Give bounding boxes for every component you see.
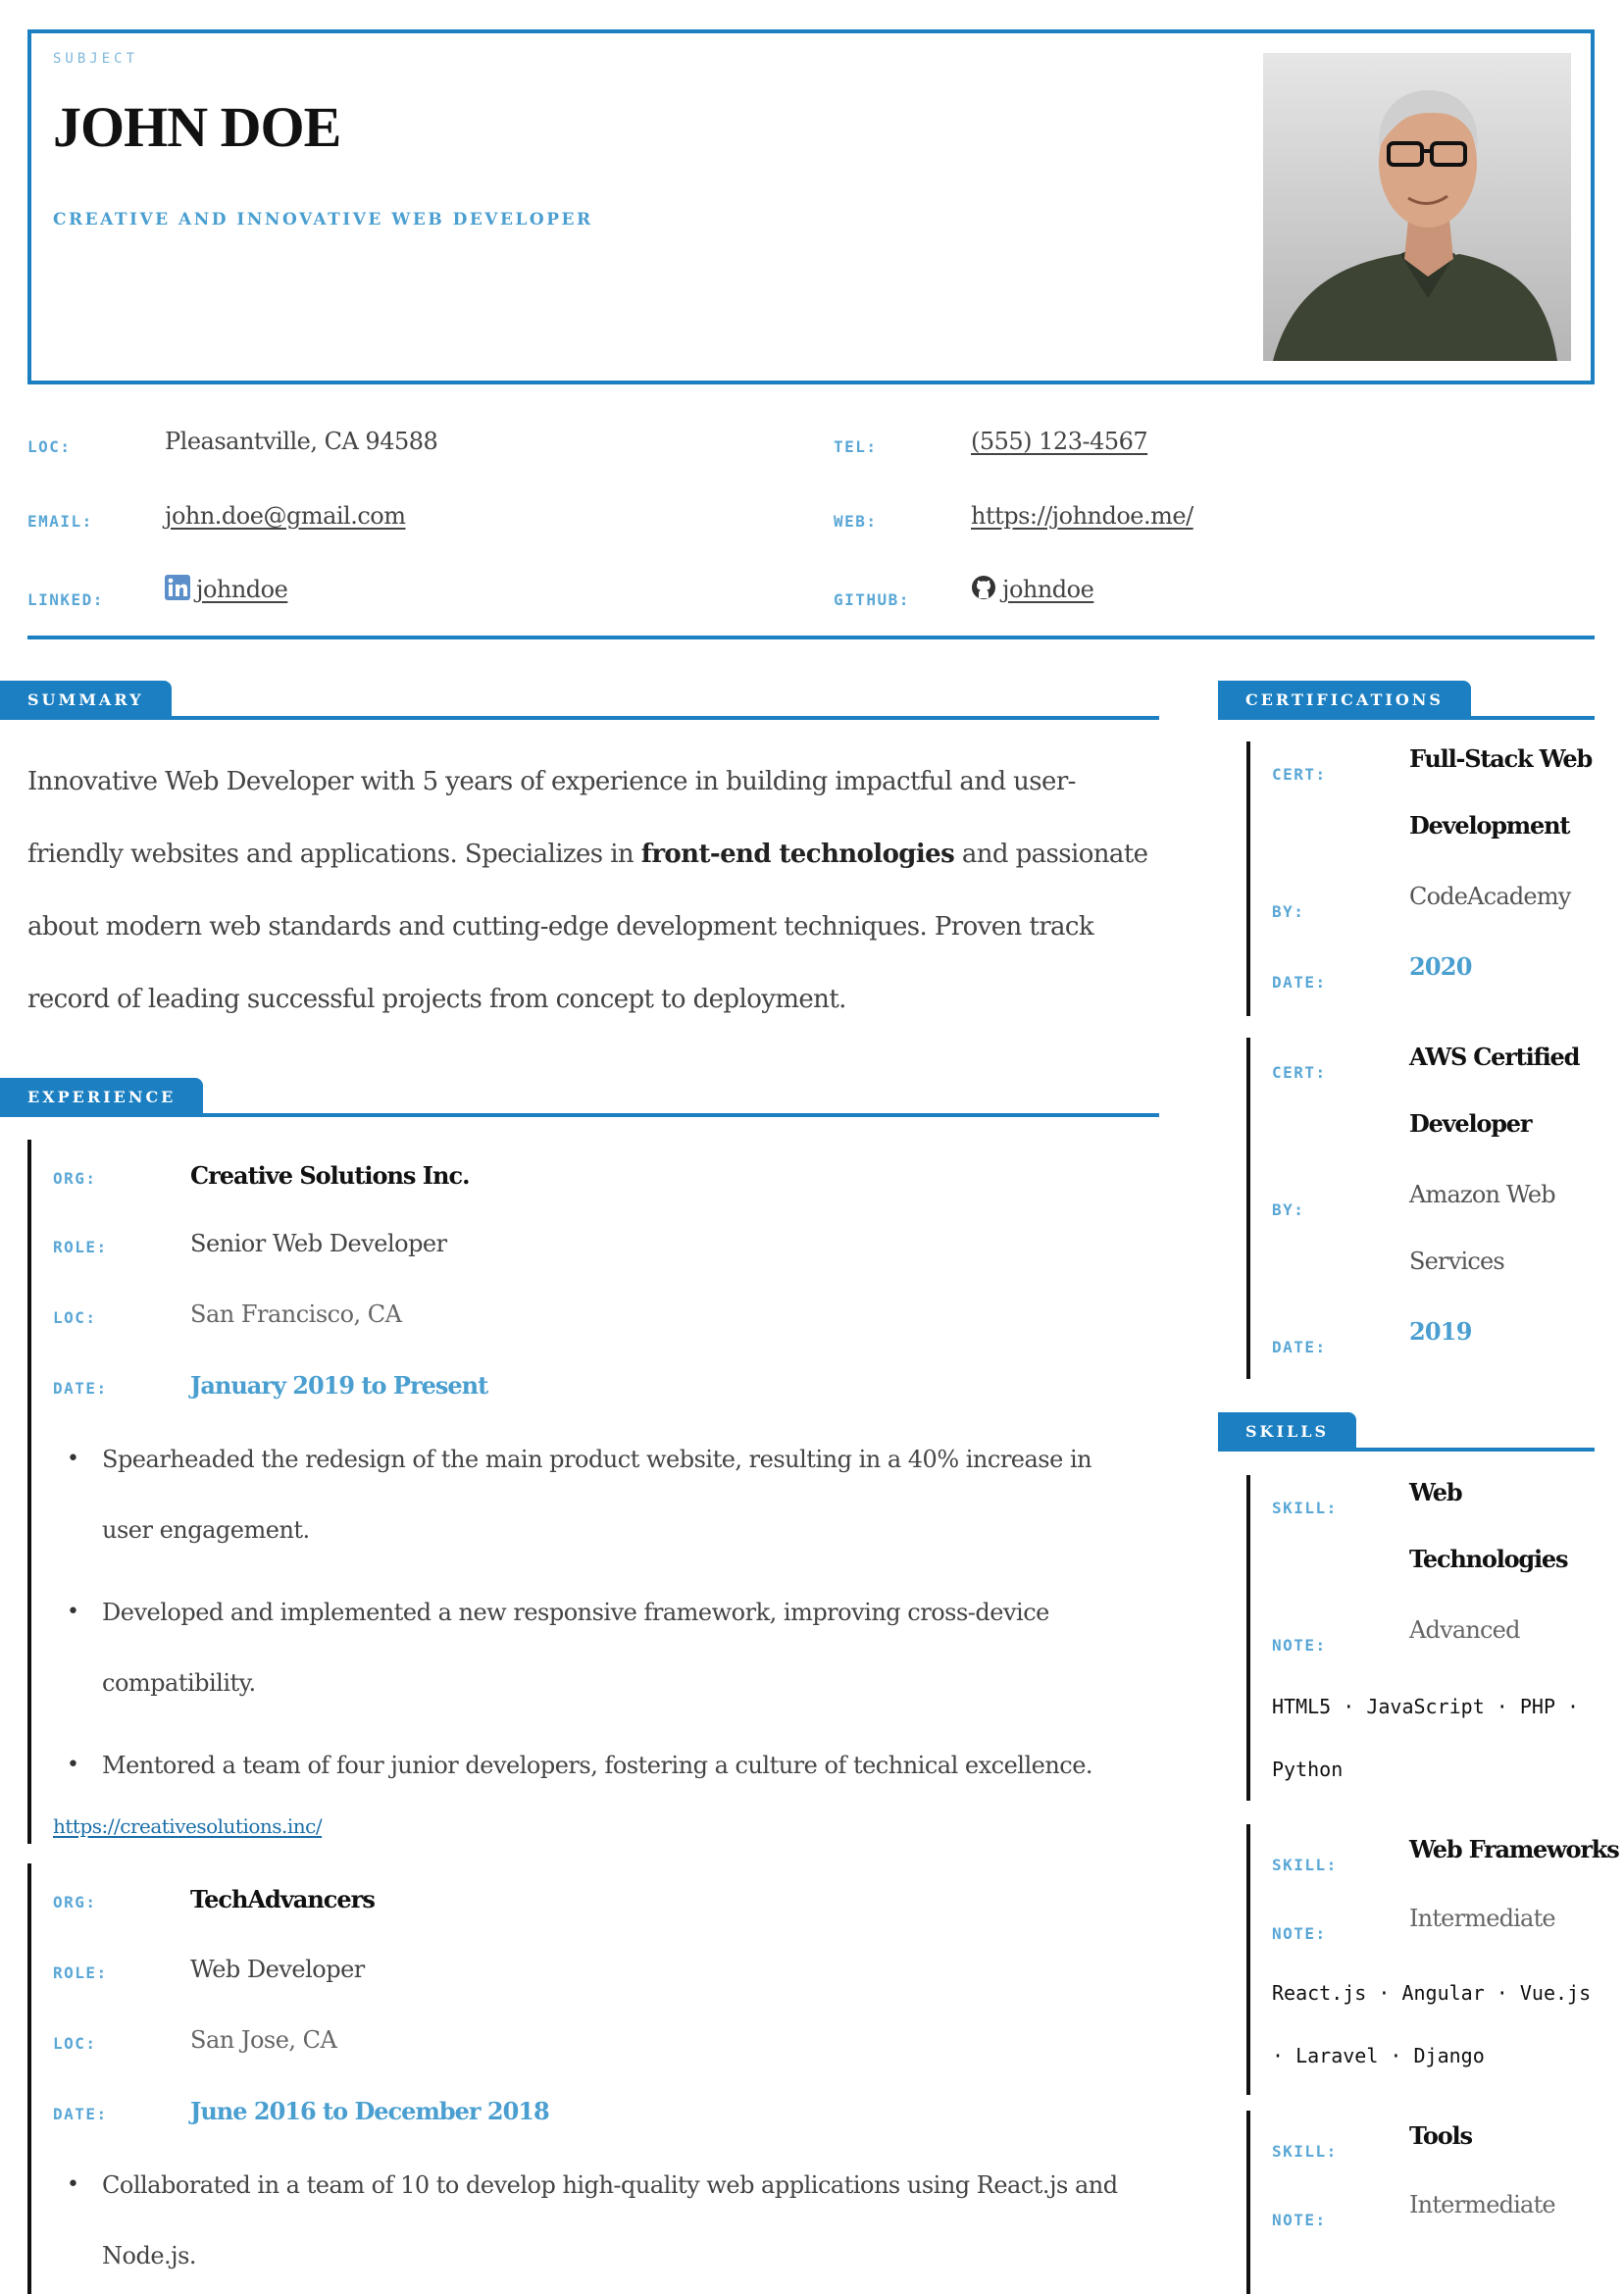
loc-value: San Jose, CA: [190, 2026, 337, 2054]
tel-link[interactable]: (555) 123-4567: [971, 428, 1148, 455]
role-label: ROLE:: [53, 1238, 108, 1256]
date-value: June 2016 to December 2018: [190, 2097, 549, 2125]
person-portrait-icon: [1263, 53, 1571, 361]
note-label: NOTE:: [1272, 1924, 1327, 1943]
skill-card: [1246, 2111, 1580, 2294]
org-label: ORG:: [53, 1169, 97, 1188]
skill-label: SKILL:: [1272, 1499, 1338, 1517]
loc-label: LOC:: [53, 2034, 97, 2053]
note-value: Intermediate: [1409, 2191, 1555, 2218]
org-label: ORG:: [53, 1893, 97, 1912]
cert-label: CERT:: [1272, 765, 1327, 784]
skill-card: [1246, 1475, 1580, 1801]
linkedin-value: [165, 575, 287, 606]
loc-value: Pleasantville, CA 94588: [165, 428, 438, 455]
loc-label: LOC:: [53, 1308, 97, 1327]
skill-value: Tools: [1409, 2121, 1472, 2150]
summary-part-1: Innovative Web Developer with 5 years of experience in building impactful and user-friendly websites and applications. Specializes in: [27, 767, 1076, 869]
email-link[interactable]: john.doe@gmail.com: [165, 502, 406, 530]
company-url-link[interactable]: https://creativesolutions.inc/: [53, 1814, 323, 1838]
loc-value: San Francisco, CA: [190, 1300, 402, 1328]
github-link[interactable]: johndoe: [1002, 576, 1094, 603]
org-value: TechAdvancers: [190, 1885, 375, 1913]
by-value: Amazon Web Services: [1409, 1181, 1555, 1275]
skill-value: Web Frameworks: [1409, 1835, 1619, 1863]
date-value: 2019: [1409, 1317, 1472, 1346]
role-label: ROLE:: [53, 1963, 108, 1982]
by-label: BY:: [1272, 902, 1305, 921]
note-label: NOTE:: [1272, 2211, 1327, 2229]
date-label: DATE:: [1272, 1338, 1327, 1356]
subject-label: SUBJECT: [53, 51, 139, 67]
summary-bold: front-end technologies: [640, 840, 955, 869]
certifications-tab: CERTIFICATIONS: [1218, 681, 1471, 720]
summary-section-header: [0, 681, 1159, 720]
role-value: Web Developer: [190, 1956, 365, 1983]
summary-part-2: and passionate about modern web standards and cutting-edge development techniques. Proven track record of leading successful projects from concept to deployment.: [27, 840, 1148, 1014]
cert-card: [1246, 1038, 1580, 1379]
certifications-section-header: [1218, 681, 1595, 720]
cert-label: CERT:: [1272, 1063, 1327, 1082]
tel-label: TEL:: [834, 437, 878, 456]
cert-value: AWS Certified Developer: [1409, 1043, 1580, 1138]
skill-card: [1246, 1824, 1619, 2095]
skills-tab: SKILLS: [1218, 1412, 1356, 1452]
date-label: DATE:: [53, 2105, 108, 2123]
job-entry: [27, 1863, 1155, 2294]
org-value: Creative Solutions Inc.: [190, 1161, 470, 1190]
cert-value: Full-Stack Web Development: [1409, 744, 1593, 840]
bullet-item: • Collaborated in a team of 10 to develop high-quality web applications using React.js and Node.js.: [53, 2150, 1132, 2291]
note-value: Advanced: [1409, 1616, 1520, 1644]
date-value: January 2019 to Present: [190, 1371, 488, 1400]
date-label: DATE:: [53, 1379, 108, 1398]
web-label: WEB:: [834, 512, 878, 531]
header-card: [27, 29, 1595, 384]
linkedin-icon: [165, 575, 190, 606]
note-label: NOTE:: [1272, 1636, 1327, 1655]
note-value: Intermediate: [1409, 1905, 1555, 1932]
skill-label: SKILL:: [1272, 1856, 1338, 1874]
web-link[interactable]: https://johndoe.me/: [971, 502, 1193, 530]
github-icon: [971, 575, 996, 606]
by-label: BY:: [1272, 1200, 1305, 1219]
job-bullets: [53, 1424, 1132, 1801]
by-value: CodeAcademy: [1409, 883, 1571, 910]
skill-value: Web Technologies: [1409, 1478, 1568, 1573]
bullet-item: • Mentored a team of four junior developers, fostering a culture of technical excellence.: [53, 1730, 1132, 1801]
candidate-name: JOHN DOE: [53, 95, 341, 159]
bullet-item: • Developed and implemented a new responsive framework, improving cross-device compatibility.: [53, 1577, 1132, 1718]
date-label: DATE:: [1272, 973, 1327, 992]
role-value: Senior Web Developer: [190, 1230, 447, 1257]
skills-section-header: [1218, 1412, 1595, 1452]
linkedin-link[interactable]: johndoe: [196, 576, 288, 603]
email-label: EMAIL:: [27, 512, 93, 531]
contact-grid: [27, 412, 1595, 639]
skill-label: SKILL:: [1272, 2142, 1338, 2161]
bullet-item: • Spearheaded the redesign of the main product website, resulting in a 40% increase in user engagement.: [53, 1424, 1132, 1565]
summary-text: [27, 745, 1155, 1036]
github-label: GITHUB:: [834, 590, 910, 609]
cert-card: [1246, 741, 1593, 1016]
tagline: CREATIVE AND INNOVATIVE WEB DEVELOPER: [53, 210, 593, 229]
skill-items: HTML5 · JavaScript · PHP · Python: [1272, 1695, 1580, 1781]
experience-section-header: [0, 1078, 1159, 1117]
job-bullets: [53, 2150, 1132, 2291]
profile-photo: [1263, 53, 1571, 361]
summary-tab: SUMMARY: [0, 681, 172, 720]
experience-tab: EXPERIENCE: [0, 1078, 203, 1117]
linked-label: LINKED:: [27, 590, 104, 609]
job-entry: [27, 1140, 1155, 1844]
loc-label: LOC:: [27, 437, 72, 456]
github-value: [971, 575, 1093, 606]
skill-items: React.js · Angular · Vue.js · Laravel · Django: [1272, 1981, 1592, 2067]
date-value: 2020: [1409, 952, 1472, 981]
